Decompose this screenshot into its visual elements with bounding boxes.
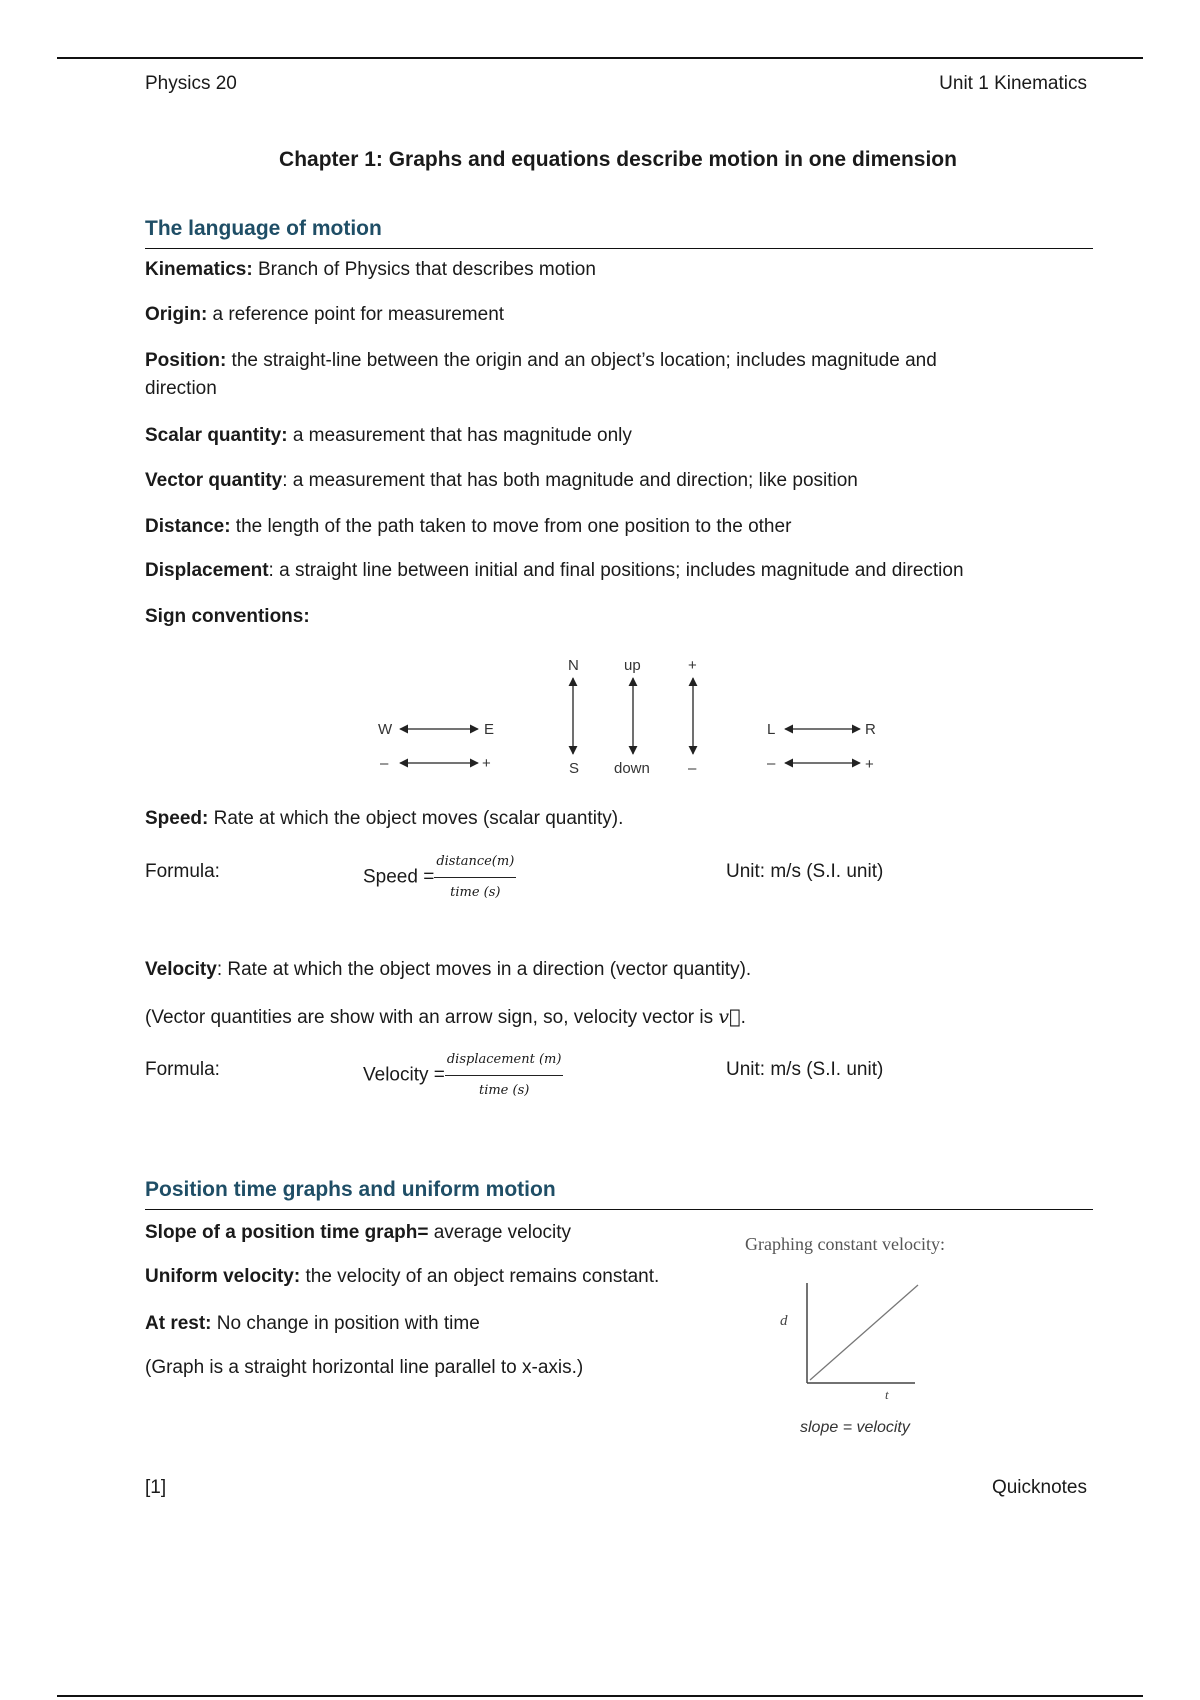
speed-lhs: Speed = [363,866,435,888]
denominator: time (s) [450,885,501,900]
graph-caption: Graphing constant velocity: [745,1234,945,1254]
numerator: distance(m) [434,848,516,878]
term: Distance: [145,516,231,537]
definition-text: a reference point for measurement [207,304,505,325]
speed-unit: Unit: m/s (S.I. unit) [726,861,884,882]
label-minus-right: – [767,755,776,772]
label-e: E [484,721,495,738]
top-rule [57,57,1143,59]
label-minus-vertical: – [688,760,697,777]
definition-displacement [145,557,964,585]
velocity-vector-note: (Vector quantities are show with an arrow sign, so, velocity vector is v⃗. [145,1006,746,1028]
definition-text: : Rate at which the object moves in a direction (vector quantity). [216,959,752,980]
speed-formula [363,848,516,907]
definition-text: Branch of Physics that describes motion [252,259,596,280]
label-l: L [767,721,776,738]
label-plus-right: + [865,756,874,773]
label-n: N [568,657,579,674]
term: Displacement [145,560,269,581]
section-heading-position-time-graphs: Position time graphs and uniform motion [145,1178,556,1201]
term: Speed: [145,808,209,829]
constant-velocity-graph [770,1275,940,1405]
term: Scalar quantity: [145,425,288,446]
term: Slope of a position time graph= [145,1222,429,1243]
definition-speed [145,805,623,833]
header-right: Unit 1 Kinematics [939,73,1087,94]
term: Position: [145,350,227,371]
sign-conventions-label: Sign conventions: [145,606,310,627]
page-number: [1] [145,1477,167,1498]
definition-slope [145,1219,571,1247]
speed-formula-label: Formula: [145,861,220,882]
section-heading-language-of-motion: The language of motion [145,217,382,240]
label-plus: + [482,755,491,772]
velocity-fraction [445,1046,564,1105]
definition-scalar [145,422,632,450]
velocity-lhs: Velocity = [363,1064,445,1086]
velocity-vector-symbol: v⃗ [718,1006,741,1028]
label-up: up [624,657,641,674]
definition-velocity [145,956,751,984]
speed-fraction [434,848,516,907]
y-axis-label: d [780,1313,788,1329]
label-down: down [614,760,650,777]
definition-position [145,347,937,403]
velocity-formula [363,1046,563,1105]
label-plus-vertical: + [688,657,697,674]
footer-right: Quicknotes [991,1477,1087,1498]
definition-uniform-velocity [145,1263,659,1291]
section-rule [145,1209,1093,1210]
bottom-rule [57,1695,1143,1697]
definition-origin [145,301,504,329]
definition-at-rest [145,1310,480,1338]
label-s: S [569,760,580,777]
definition-text: the straight-line between the origin and an object’s location; includes magnitude and [226,350,937,371]
velocity-formula-label: Formula: [145,1059,220,1080]
definition-text: No change in position with time [211,1313,480,1334]
term: Kinematics: [145,259,253,280]
term: Origin: [145,304,208,325]
velocity-line [810,1285,918,1380]
velocity-unit: Unit: m/s (S.I. unit) [726,1059,884,1080]
x-axis-label: t [885,1387,889,1402]
definition-text: : a straight line between initial and final positions; includes magnitude and direction [268,560,964,581]
header-left: Physics 20 [145,73,237,94]
definition-text: Rate at which the object moves (scalar quantity). [208,808,624,829]
definition-kinematics [145,256,596,284]
definition-text-cont: direction [145,378,217,399]
term: Vector quantity [145,470,283,491]
label-minus: – [380,755,389,772]
graph-note: (Graph is a straight horizontal line parallel to x-axis.) [145,1357,584,1378]
definition-text: a measurement that has magnitude only [287,425,632,446]
definition-vector [145,467,858,495]
term: At rest: [145,1313,212,1334]
section-rule [145,248,1093,249]
slope-caption: slope = velocity [800,1419,910,1436]
label-w: W [378,721,393,738]
definition-text: the length of the path taken to move from one position to the other [230,516,792,537]
definition-text: : a measurement that has both magnitude and direction; like position [282,470,858,491]
numerator: displacement (m) [445,1046,564,1076]
definition-text: average velocity [428,1222,572,1243]
label-r: R [865,721,876,738]
term: Velocity [145,959,217,980]
definition-distance [145,513,791,541]
term: Uniform velocity: [145,1266,301,1287]
denominator: time (s) [478,1083,530,1098]
chapter-title: Chapter 1: Graphs and equations describe motion in one dimension [279,148,957,171]
definition-text: the velocity of an object remains constant. [300,1266,660,1287]
sign-conventions-diagram [360,648,900,783]
